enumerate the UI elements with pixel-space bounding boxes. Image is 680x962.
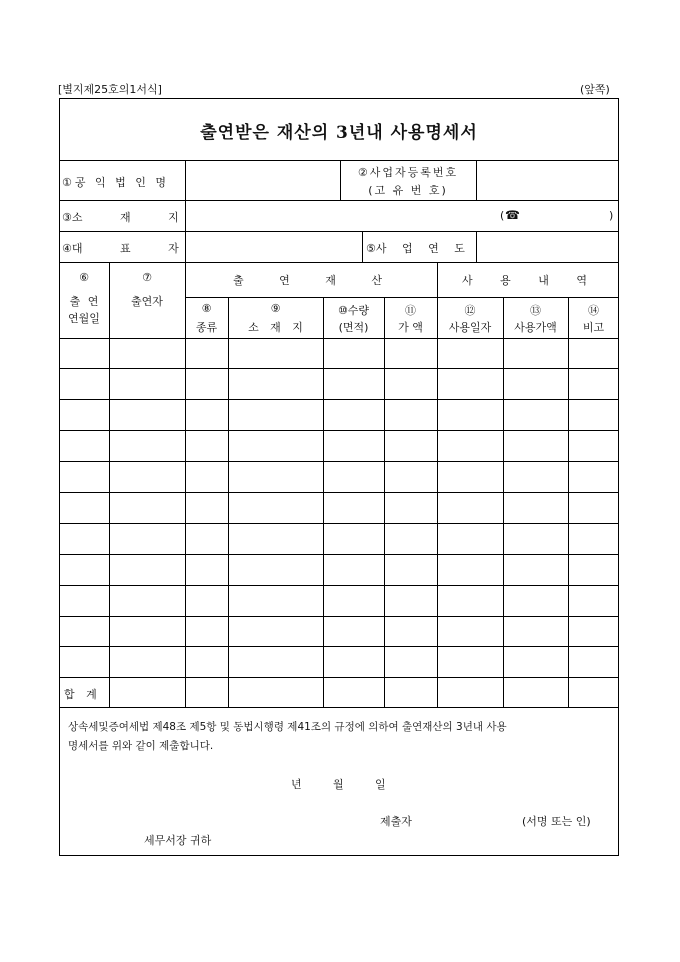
corp-name-label: ①공 익 법 인 명 (62, 176, 169, 189)
divider (59, 585, 619, 586)
divider (384, 297, 385, 707)
divider (59, 554, 619, 555)
divider (476, 160, 477, 200)
subcol-quantity-num: ⑩수량 (337, 304, 370, 317)
divider (59, 338, 619, 339)
subcol-type: 종류 (195, 321, 218, 334)
phone-close: ) (609, 209, 614, 222)
divider (476, 231, 477, 262)
group-contributed-property: 출 연 재 산 (233, 274, 389, 287)
divider (59, 646, 619, 647)
divider (185, 297, 619, 298)
declaration-line-1: 상속세및증여세법 제48조 제5항 및 동법시행령 제41조의 규정에 의하여 출연재산의 3년내 사용 (68, 721, 507, 733)
divider (59, 523, 619, 524)
phone-icon: ☎ (505, 208, 520, 222)
signature-label: (서명 또는 인) (522, 815, 591, 828)
divider (109, 262, 110, 707)
recipient-label: 세무서장 귀하 (144, 834, 212, 847)
declaration-line-2: 명세서를 위와 같이 제출합니다. (68, 740, 214, 752)
form-number: [별지제25호의1서식] (58, 83, 162, 96)
divider (59, 461, 619, 462)
col-contribution-date-num: ⑥ (79, 271, 89, 284)
divider (59, 368, 619, 369)
submitter-label: 제출자 (380, 815, 412, 828)
page-side-label: (앞쪽) (580, 83, 610, 96)
divider (503, 297, 504, 707)
date-day: 일 (375, 778, 386, 791)
divider (59, 677, 619, 678)
representative-label: ④대 표 자 (62, 242, 179, 255)
subcol-remarks-num: ⑭ (588, 304, 599, 317)
divider (59, 430, 619, 431)
divider (362, 231, 363, 262)
subcol-type-num: ⑧ (201, 302, 212, 315)
subcol-location-num: ⑨ (270, 302, 281, 315)
divider (59, 707, 619, 708)
divider (59, 200, 619, 201)
subcol-quantity: (면적) (338, 321, 369, 334)
divider (185, 160, 186, 262)
date-month: 월 (333, 778, 344, 791)
divider (59, 231, 619, 232)
subcol-usage-date: 사용일자 (448, 321, 492, 334)
divider (59, 492, 619, 493)
col-contributor-label: 출연자 (131, 295, 163, 308)
biz-no-label: ②사업자등록번호 (357, 166, 459, 179)
subcol-usage-date-num: ⑫ (464, 304, 476, 317)
address-label: ③소 재 지 (62, 211, 179, 224)
subcol-remarks: 비고 (582, 321, 605, 334)
form-title: 출연받은 재산의 3년내 사용명세서 (200, 123, 478, 143)
divider (59, 616, 619, 617)
subcol-location: 소 재 지 (248, 321, 303, 334)
divider (59, 262, 619, 263)
subcol-value: 가 액 (398, 321, 423, 334)
col-contribution-date-label: 출 연 (69, 295, 99, 308)
divider (323, 297, 324, 707)
subcol-usage-amount-num: ⑬ (530, 304, 541, 317)
total-row-label: 합 계 (64, 688, 97, 701)
col-contributor-num: ⑦ (142, 271, 152, 284)
biz-no-sublabel: (고 유 번 호) (368, 184, 448, 197)
date-year: 년 (291, 778, 302, 791)
subcol-usage-amount: 사용가액 (514, 321, 557, 334)
subcol-value-num: ⑪ (405, 304, 416, 317)
group-usage-details: 사 용 내 역 (462, 274, 594, 287)
divider (59, 399, 619, 400)
divider (228, 297, 229, 707)
divider (59, 160, 619, 161)
business-year-label: ⑤사 업 연 도 (366, 242, 465, 255)
phone-open: ( (500, 209, 505, 222)
divider (568, 297, 569, 707)
col-contribution-date-label2: 연월일 (68, 312, 100, 325)
